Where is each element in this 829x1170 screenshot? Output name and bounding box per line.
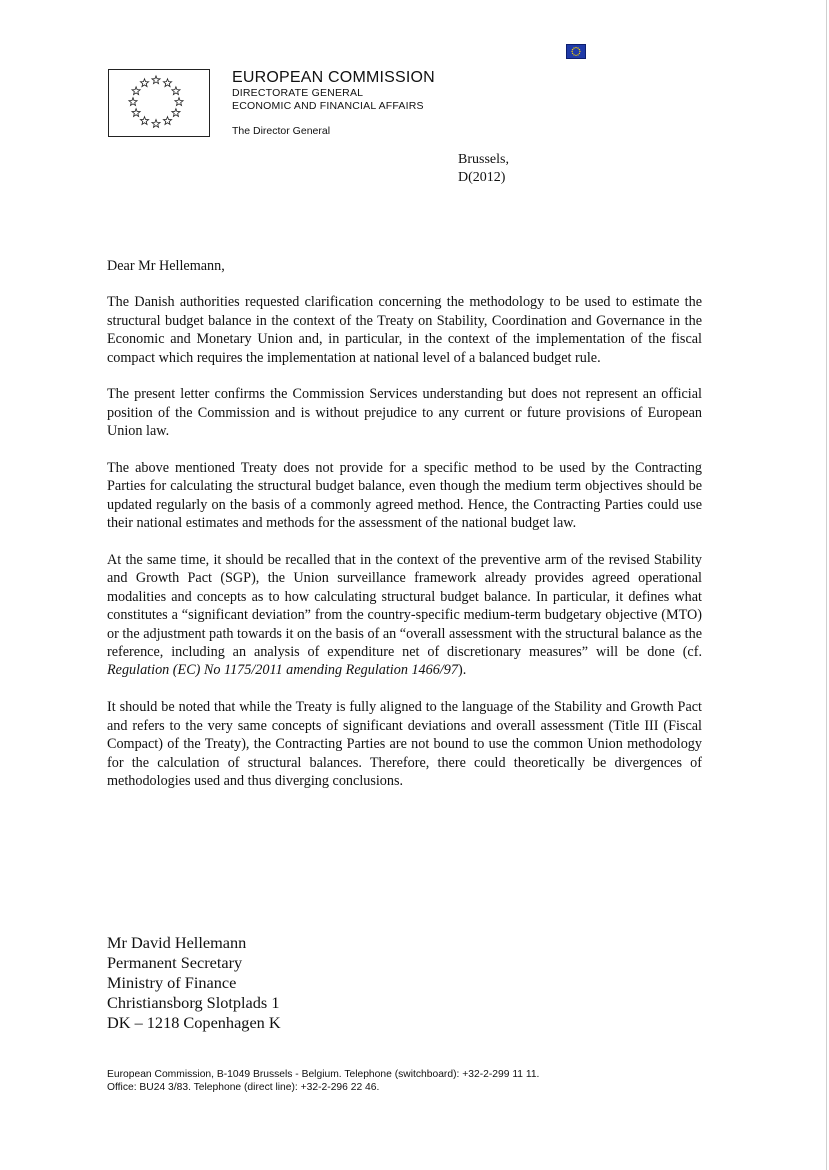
addressee-ministry: Ministry of Finance xyxy=(107,972,237,992)
addressee-title: Permanent Secretary xyxy=(107,952,243,972)
logo-star xyxy=(129,98,137,106)
paragraph: The above mentioned Treaty does not provide for a specific method to be used by the Contracting Parties for calculating the structural budget balance, even though the medium term objectives should be updated regularly on the basis of a commonly agreed method. Hence, the Contracting Parties could use their national estimates and methods for the assessment of the national budget law. xyxy=(107,460,702,532)
logo-star xyxy=(132,87,140,95)
regulation-citation: Regulation (EC) No 1175/2011 amending Regulation 1466/97 xyxy=(107,662,458,679)
place-date-block xyxy=(458,151,509,187)
salutation: Dear Mr Hellemann, xyxy=(107,258,225,274)
logo-star xyxy=(140,79,148,87)
footer xyxy=(107,1068,539,1094)
signatory-office: The Director General xyxy=(232,125,331,137)
logo-star xyxy=(140,117,148,125)
logo-star xyxy=(152,76,160,84)
logo-star xyxy=(172,109,180,117)
addressee-street: Christiansborg Slotplads 1 xyxy=(107,992,280,1012)
logo-star xyxy=(152,120,160,128)
footer-line: Office: BU24 3/83. Telephone (direct line): +32-2-296 22 46. xyxy=(107,1082,380,1093)
letterhead xyxy=(232,68,435,138)
addressee-name: Mr David Hellemann xyxy=(107,933,247,952)
logo-star xyxy=(172,87,180,95)
directorate-label: DIRECTORATE GENERAL xyxy=(232,87,364,99)
organization-name: EUROPEAN COMMISSION xyxy=(232,69,435,86)
department-label: ECONOMIC AND FINANCIAL AFFAIRS xyxy=(232,100,424,112)
place: Brussels, xyxy=(458,152,509,167)
scan-edge xyxy=(826,0,827,1170)
logo-star xyxy=(175,98,183,106)
paragraph: It should be noted that while the Treaty is fully aligned to the language of the Stability and Growth Pact and refers to the very same concepts of significant deviations and overall assessment (Title III (Fiscal Compact) of the Treaty), the Contracting Parties are not bound to use the common Union methodology for the calculation of structural balances. Therefore, there could theoretically be divergences of methodologies used and thus diverging conclusions. xyxy=(107,699,702,789)
paragraph xyxy=(107,551,702,680)
addressee-block xyxy=(107,933,281,1033)
logo-star xyxy=(163,79,171,87)
paragraph: The present letter confirms the Commission Services understanding but does not represent an official position of the Commission and is without prejudice to any current or future provisions of European Union law. xyxy=(107,386,702,440)
footer-line: European Commission, B-1049 Brussels - Belgium. Telephone (switchboard): +32-2-299 11 11. xyxy=(107,1069,540,1080)
paragraph-text: At the same time, it should be recalled that in the context of the preventive arm of the revised Stability and Growth Pact (SGP), the Union surveillance framework already provides agreed operational modalities and concepts as to how calculating structural budget balance. In particular, it defines what constitutes a “significant deviation” from the country-specific medium-term budgetary objective (MTO) or the adjustment path towards it on the basis of an “overall assessment with the structural balance as the reference, including an analysis of expenditure net of discretionary measures” will be done (cf. xyxy=(107,552,702,661)
paragraph: The Danish authorities requested clarification concerning the methodology to be used to estimate the structural budget balance in the context of the Treaty on Stability, Coordination and Governance in the Economic and Monetary Union and, in particular, in the context of the implementation of the fiscal compact which requires the implementation at national level of a balanced budget rule. xyxy=(107,294,702,366)
logo-star xyxy=(163,117,171,125)
paragraph-end: ). xyxy=(457,662,467,679)
addressee-city: DK – 1218 Copenhagen K xyxy=(107,1012,281,1032)
eu-stars-logo-icon xyxy=(108,69,210,137)
eu-flag-icon xyxy=(566,44,586,59)
logo-star xyxy=(132,109,140,117)
letter-body xyxy=(107,257,702,809)
reference: D(2012) xyxy=(458,170,506,185)
